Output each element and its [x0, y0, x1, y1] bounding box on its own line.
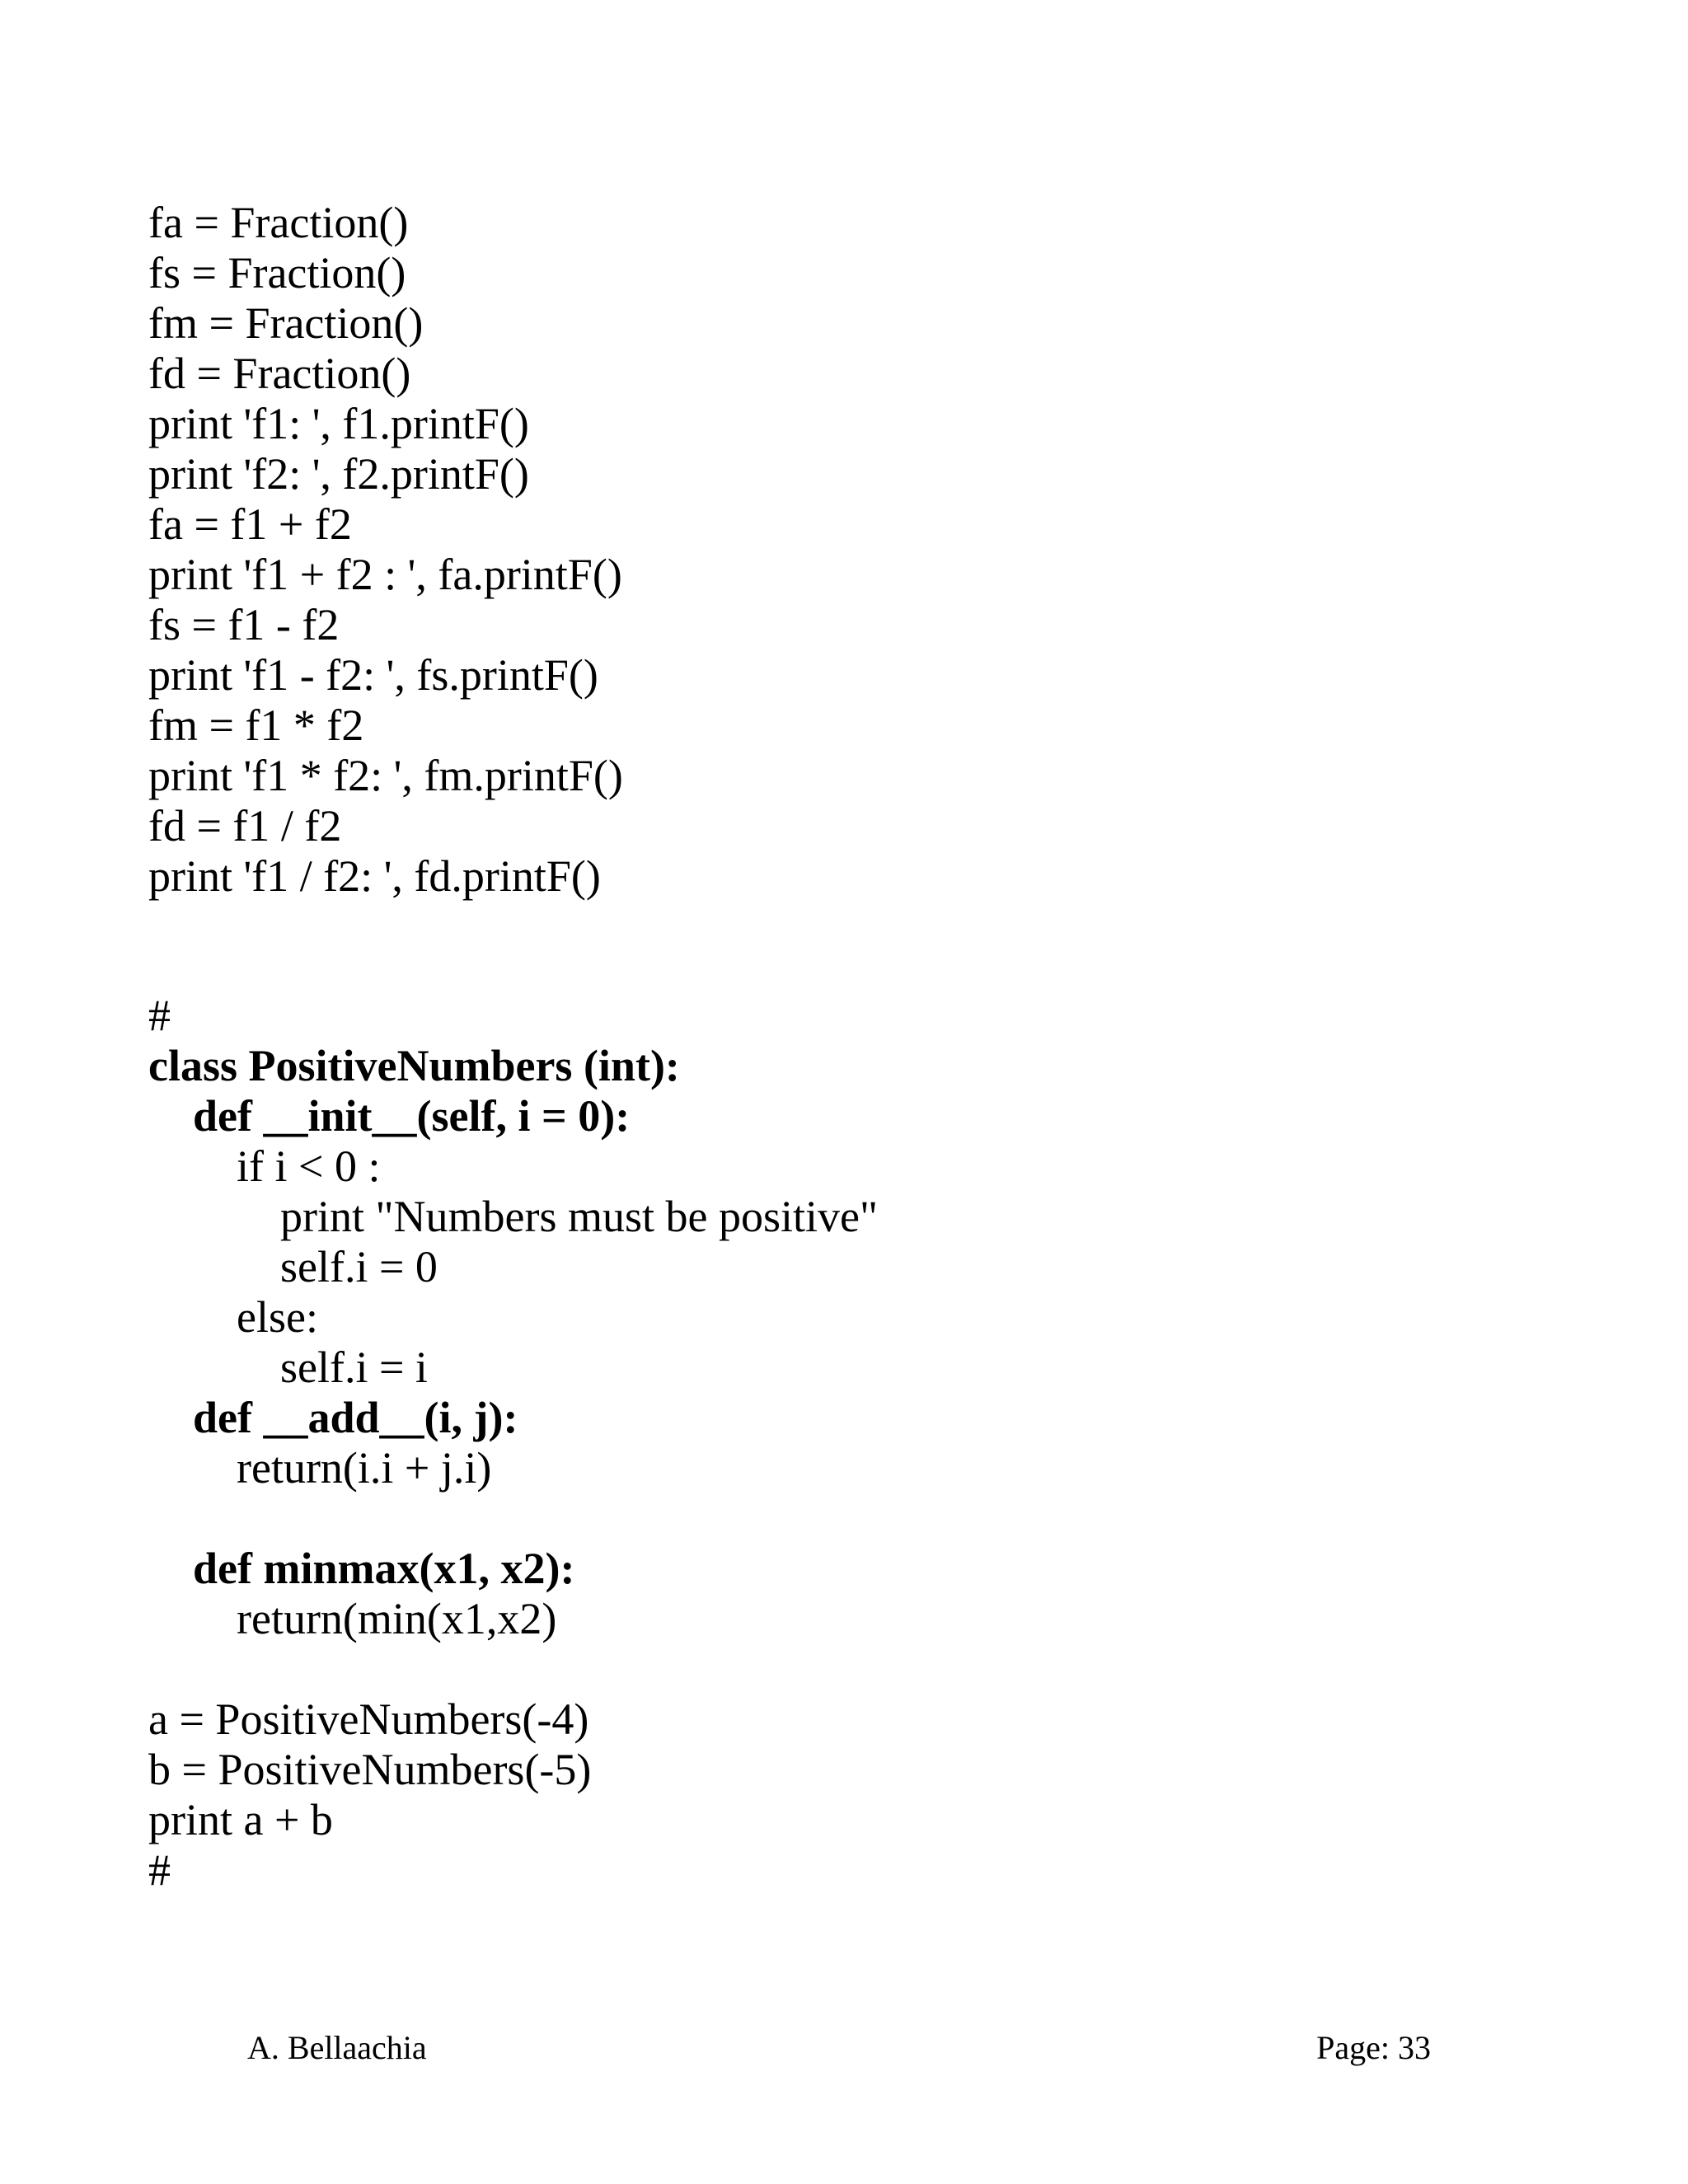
method-declaration-init: def __init__(self, i = 0):: [193, 1091, 631, 1141]
class-declaration: class PositiveNumbers (int):: [148, 1041, 680, 1090]
comment-marker: #: [148, 1845, 171, 1895]
footer-author: A. Bellaachia: [247, 2029, 427, 2066]
code-line: if i < 0 :: [237, 1141, 381, 1191]
spacer: [148, 1493, 1591, 1544]
code-line: return(min(x1,x2): [237, 1594, 557, 1643]
code-line: print 'f2: ', f2.printF(): [148, 449, 529, 499]
method-declaration-minmax: def minmax(x1, x2):: [193, 1544, 575, 1593]
code-line: fa = f1 + f2: [148, 499, 352, 549]
code-line: print 'f1 / f2: ', fd.printF(): [148, 851, 601, 901]
comment-marker: #: [148, 991, 171, 1040]
code-line: fm = f1 * f2: [148, 701, 364, 750]
code-line: print 'f1: ', f1.printF(): [148, 399, 529, 448]
footer-page-number: Page: 33: [1316, 2029, 1431, 2066]
method-declaration-add: def __add__(i, j):: [193, 1393, 518, 1442]
code-line: print a + b: [148, 1795, 333, 1844]
code-line: print "Numbers must be positive": [280, 1192, 879, 1241]
code-listing: [148, 198, 1591, 1896]
code-line: print 'f1 - f2: ', fs.printF(): [148, 650, 598, 700]
code-line: fs = Fraction(): [148, 248, 406, 298]
code-line: print 'f1 + f2 : ', fa.printF(): [148, 550, 622, 599]
code-line: fd = Fraction(): [148, 349, 411, 398]
code-line: fs = f1 - f2: [148, 600, 340, 649]
code-line: else:: [237, 1292, 318, 1342]
code-line: a = PositiveNumbers(-4): [148, 1694, 589, 1744]
code-line: b = PositiveNumbers(-5): [148, 1745, 592, 1794]
code-line: self.i = 0: [280, 1242, 438, 1291]
code-line: print 'f1 * f2: ', fm.printF(): [148, 751, 623, 800]
spacer: [148, 902, 1591, 991]
code-line: return(i.i + j.i): [237, 1443, 492, 1493]
code-line: fa = Fraction(): [148, 198, 409, 247]
code-line: fd = f1 / f2: [148, 801, 342, 851]
spacer: [148, 1644, 1591, 1694]
code-line: self.i = i: [280, 1343, 428, 1392]
code-line: fm = Fraction(): [148, 298, 424, 348]
